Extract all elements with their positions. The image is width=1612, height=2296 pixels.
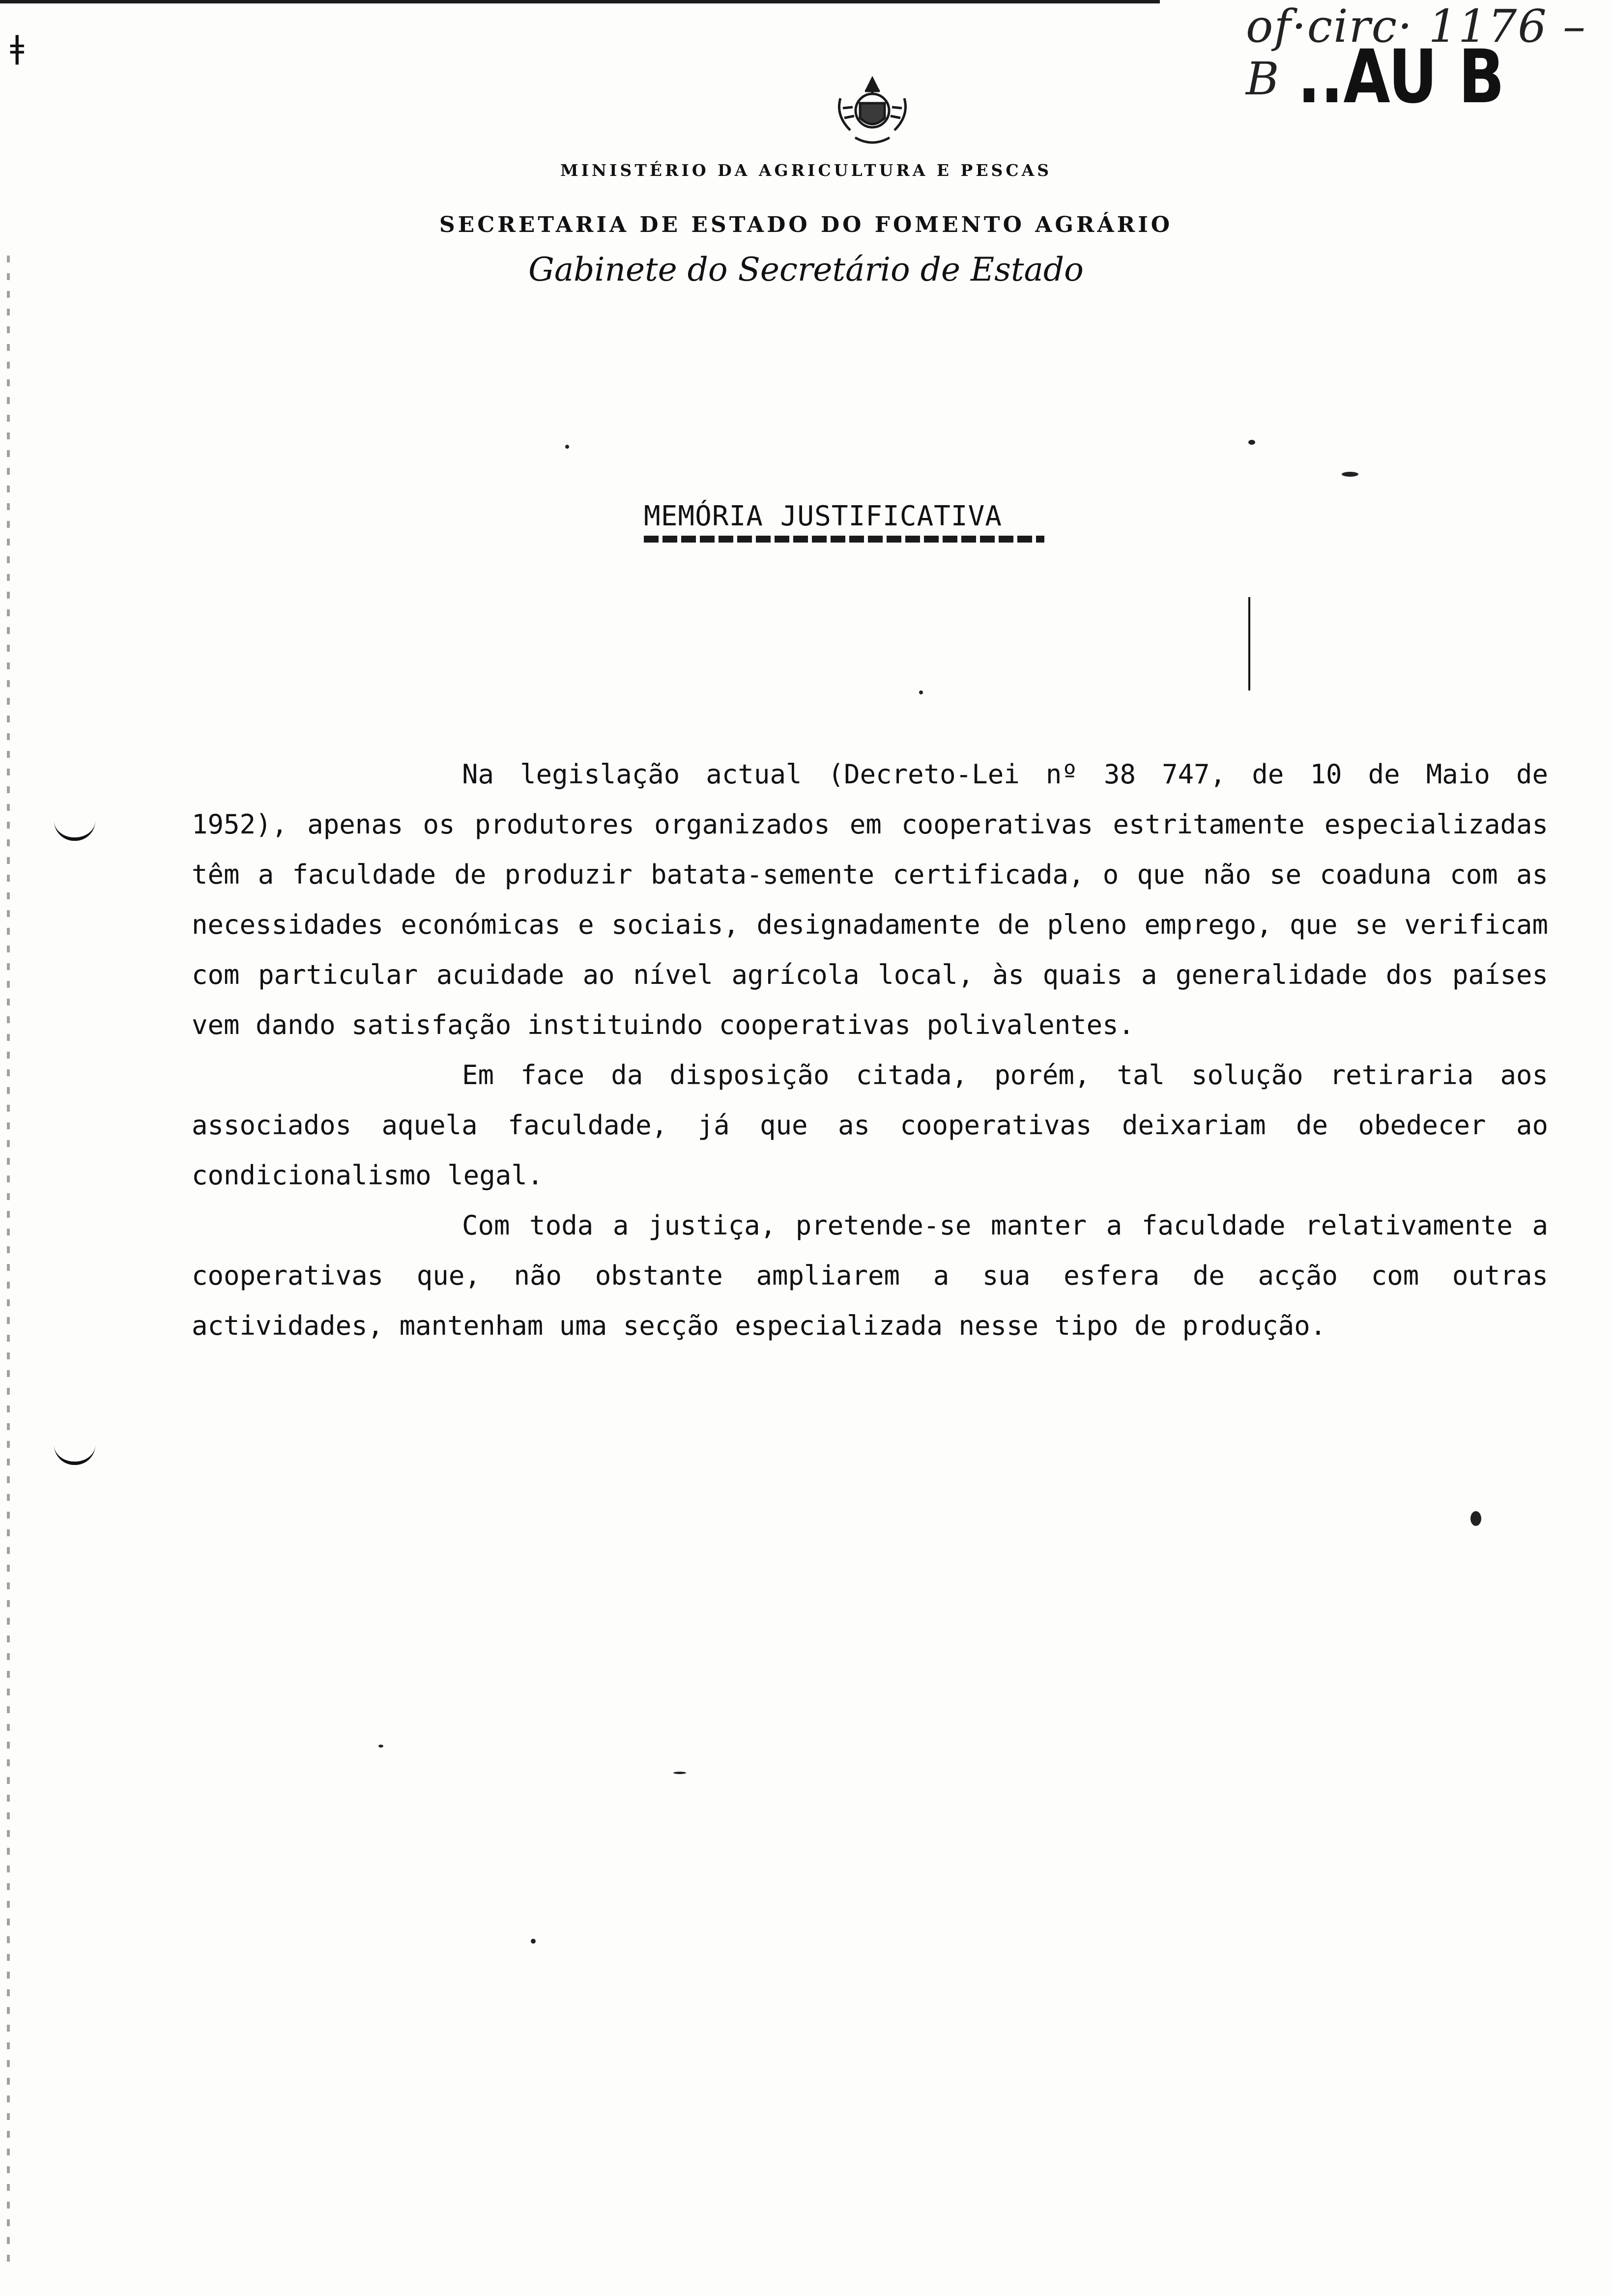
letterhead-secretariat: SECRETARIA DE ESTADO DO FOMENTO AGRÁRIO — [439, 212, 1173, 237]
body-paragraph: Com toda a justiça, pretende-se manter a faculdade relativamente a cooperativas que, não obstante ampliarem a sua esfera de acção com outras actividades, mantenham uma secção especializada nesse tipo de produção. — [192, 1210, 1548, 1341]
title-underline — [644, 536, 1044, 543]
body-paragraph: Na legislação actual (Decreto-Lei nº 38 747, de 10 de Maio de 1952), apenas os produtores organizados em cooperativas estritamente especializadas têm a faculdade de produzir batata-semente certificada, o que não se coaduna com as necessidades económicas e sociais, designadamente de pleno emprego, que se verificam com particular acuidade ao nível agrícola local, às quais a generalidade dos países vem dando satisfação instituindo cooperativas polivalentes. — [192, 759, 1548, 1040]
handwritten-reference: of·circ· 1176 – B — [1246, 0, 1587, 105]
archive-stamp: ..AU B — [1297, 34, 1505, 120]
document-title: MEMÓRIA JUSTIFICATIVA — [644, 500, 1003, 532]
margin-stroke — [1248, 597, 1250, 690]
ink-speck — [1342, 472, 1358, 477]
ink-speck — [919, 690, 923, 694]
pin-mark-icon: ǂ — [10, 29, 25, 66]
ink-speck — [378, 1745, 383, 1748]
binding-edge-marks — [7, 256, 10, 2270]
top-edge-rule — [0, 0, 1160, 3]
ink-speck — [1470, 1511, 1481, 1526]
coat-of-arms-icon — [831, 69, 914, 152]
letterhead-ministry: MINISTÉRIO DA AGRICULTURA E PESCAS — [560, 161, 1052, 180]
binder-ring-mark-icon — [54, 821, 95, 841]
document-body — [192, 749, 1548, 1351]
ink-speck — [1248, 440, 1255, 445]
binder-ring-mark-icon — [54, 1445, 95, 1465]
ink-speck — [673, 1772, 686, 1774]
body-paragraph: Em face da disposição citada, porém, tal solução retiraria aos associados aquela faculdade, já que as cooperativas deixariam de obedecer ao condicionalismo legal. — [192, 1060, 1548, 1191]
ink-speck — [565, 445, 569, 449]
ink-speck — [531, 1939, 536, 1944]
letterhead-cabinet: Gabinete do Secretário de Estado — [528, 251, 1084, 288]
